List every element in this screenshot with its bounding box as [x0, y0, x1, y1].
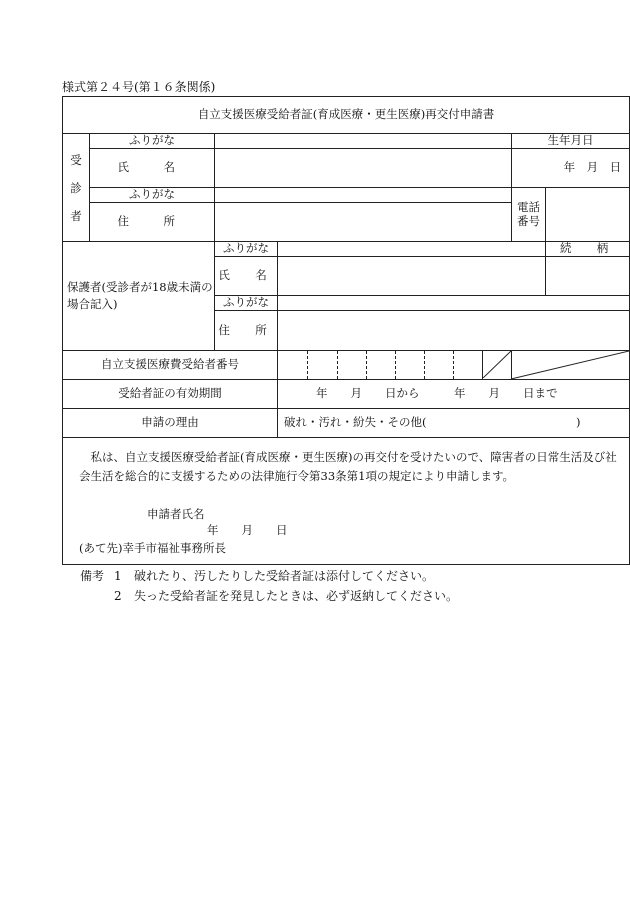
patient-address-furigana-label: ふりがな — [90, 188, 215, 203]
notes-heading: 備考 — [80, 569, 105, 583]
patient-furigana-field[interactable] — [215, 134, 512, 149]
patient-name-field[interactable] — [215, 149, 512, 188]
applicant-name-label: 申請者氏名 — [147, 506, 205, 521]
application-form-table — [62, 96, 630, 565]
notes-section — [80, 566, 458, 606]
birthdate-value[interactable]: 年 月 日 — [512, 149, 630, 188]
form-number: 様式第２４号(第１６条関係) — [62, 80, 216, 94]
declaration-text: 私は、自立支援医療受給者証(育成医療・更生医療)の再交付を受けたいので、障害者の日常生活及び社会生活を総合的に支援するための法律施行令第33条第1項の規定により申請します。 — [79, 449, 617, 483]
guardian-name-label: 氏 名 — [215, 257, 278, 296]
addressee: (あて先)幸手市福祉事務所長 — [79, 540, 226, 555]
recipient-number-digit[interactable] — [396, 351, 425, 380]
recipient-number-digit[interactable] — [308, 351, 338, 380]
phone-label: 電話番号 — [512, 188, 546, 242]
form-title: 自立支援医療受給者証(育成医療・更生医療)再交付申請書 — [63, 97, 630, 134]
guardian-address-field[interactable] — [278, 311, 630, 351]
guardian-address-furigana-label: ふりがな — [215, 296, 278, 311]
patient-address-label: 住 所 — [90, 203, 215, 242]
guardian-name-field[interactable] — [278, 257, 546, 296]
recipient-number-digit[interactable] — [338, 351, 367, 380]
notes-item-text: 破れたり、汚したりした受給者証は添付してください。 — [134, 569, 435, 583]
guardian-address-furigana-field[interactable] — [278, 296, 630, 311]
reason-value[interactable]: 破れ・汚れ・紛失・その他( ) — [278, 408, 630, 437]
diagonal-slash-icon — [512, 351, 629, 379]
relationship-label: 続 柄 — [546, 242, 630, 257]
declaration-cell — [63, 437, 630, 564]
recipient-number-digit[interactable] — [367, 351, 396, 380]
recipient-number-digit[interactable] — [278, 351, 308, 380]
birthdate-label: 生年月日 — [512, 134, 630, 149]
validity-label: 受給者証の有効期間 — [63, 379, 278, 408]
patient-name-label: 氏 名 — [90, 149, 215, 188]
reason-label: 申請の理由 — [63, 408, 278, 437]
guardian-furigana-label: ふりがな — [215, 242, 278, 257]
diagonal-slash-icon — [483, 351, 511, 378]
notes-item-number: 1 — [114, 569, 122, 583]
notes-item-text: 失った受給者証を発見したときは、必ず返納してください。 — [134, 589, 459, 603]
notes-item — [80, 586, 458, 606]
patient-address-furigana-field[interactable] — [215, 188, 512, 203]
notes-item — [80, 566, 458, 586]
recipient-number-label: 自立支援医療費受給者番号 — [63, 351, 278, 380]
patient-address-field[interactable] — [215, 203, 512, 242]
patient-section-label: 受 診 者 — [63, 134, 90, 242]
recipient-number-digit[interactable] — [425, 351, 454, 380]
guardian-furigana-field[interactable] — [278, 242, 546, 257]
recipient-number-diagonal-cell — [512, 351, 630, 380]
validity-value[interactable]: 年 月 日から 年 月 日まで — [278, 379, 630, 408]
recipient-number-digit[interactable] — [454, 351, 483, 380]
relationship-field[interactable] — [546, 257, 630, 296]
phone-field[interactable] — [546, 188, 630, 242]
guardian-section-label: 保護者(受診者が18歳未満の場合記入) — [63, 242, 215, 351]
notes-item-number: 2 — [114, 589, 122, 603]
recipient-number-diagonal-cell — [483, 351, 512, 380]
guardian-address-label: 住 所 — [215, 311, 278, 351]
patient-furigana-label: ふりがな — [90, 134, 215, 149]
application-date[interactable]: 年 月 日 — [207, 522, 288, 537]
